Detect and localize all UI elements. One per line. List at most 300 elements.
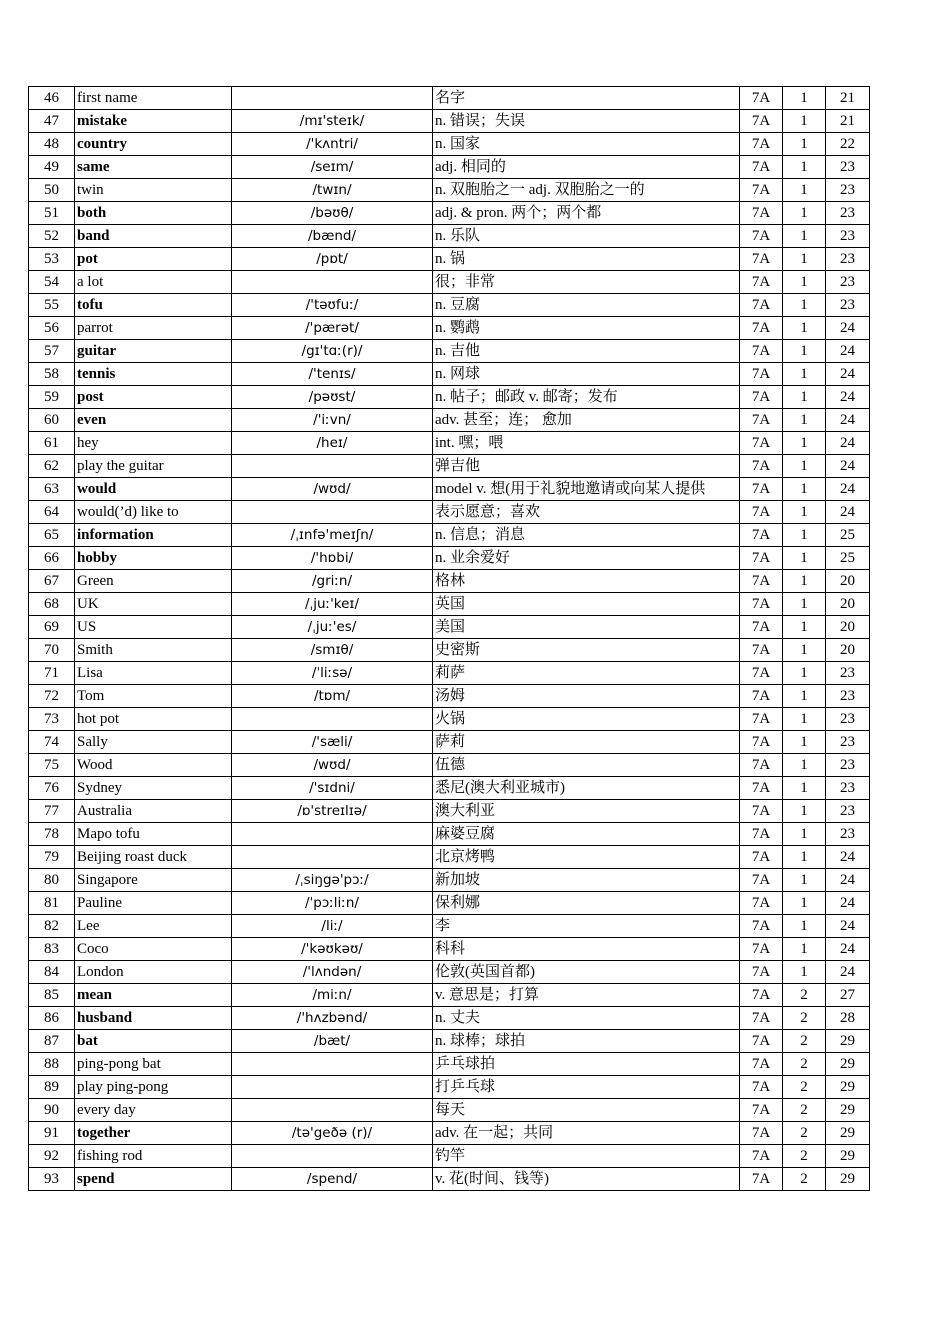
meaning-cell: 萨莉 [433, 731, 740, 754]
table-row [29, 616, 870, 639]
table-row [29, 662, 870, 685]
book-cell: 7A [740, 501, 783, 524]
phonetic-cell [232, 708, 433, 731]
book-cell: 7A [740, 869, 783, 892]
row-number: 83 [29, 938, 75, 961]
book-cell: 7A [740, 823, 783, 846]
word-cell: Beijing roast duck [75, 846, 232, 869]
meaning-cell: 史密斯 [433, 639, 740, 662]
row-number: 56 [29, 317, 75, 340]
page-cell: 23 [826, 708, 870, 731]
word-cell: Lee [75, 915, 232, 938]
unit-cell: 1 [783, 731, 826, 754]
page-cell: 20 [826, 593, 870, 616]
row-number: 73 [29, 708, 75, 731]
meaning-cell: 伦敦(英国首都) [433, 961, 740, 984]
page-cell: 23 [826, 202, 870, 225]
book-cell: 7A [740, 340, 783, 363]
unit-cell: 1 [783, 501, 826, 524]
page-cell: 23 [826, 800, 870, 823]
page-cell: 20 [826, 639, 870, 662]
page-cell: 23 [826, 225, 870, 248]
book-cell: 7A [740, 363, 783, 386]
unit-cell: 2 [783, 1053, 826, 1076]
word-cell: play ping-pong [75, 1076, 232, 1099]
word-cell: spend [75, 1168, 232, 1191]
book-cell: 7A [740, 915, 783, 938]
word-cell: first name [75, 87, 232, 110]
meaning-cell: adj. 相同的 [433, 156, 740, 179]
table-row [29, 110, 870, 133]
word-cell: tennis [75, 363, 232, 386]
table-row [29, 846, 870, 869]
book-cell: 7A [740, 294, 783, 317]
page-cell: 24 [826, 478, 870, 501]
table-row [29, 547, 870, 570]
page-cell: 23 [826, 179, 870, 202]
page-cell: 23 [826, 662, 870, 685]
page-cell: 23 [826, 731, 870, 754]
row-number: 54 [29, 271, 75, 294]
book-cell: 7A [740, 800, 783, 823]
page-cell: 23 [826, 777, 870, 800]
meaning-cell: 莉萨 [433, 662, 740, 685]
page-cell: 24 [826, 961, 870, 984]
phonetic-cell: /'kəʊkəʊ/ [232, 938, 433, 961]
page-cell: 24 [826, 455, 870, 478]
word-cell: London [75, 961, 232, 984]
page-cell: 21 [826, 87, 870, 110]
row-number: 57 [29, 340, 75, 363]
meaning-cell: int. 嘿；喂 [433, 432, 740, 455]
phonetic-cell: /'sæli/ [232, 731, 433, 754]
unit-cell: 1 [783, 409, 826, 432]
phonetic-cell [232, 455, 433, 478]
phonetic-cell: /heɪ/ [232, 432, 433, 455]
table-row [29, 1145, 870, 1168]
phonetic-cell: /ˌɪnfə'meɪʃn/ [232, 524, 433, 547]
unit-cell: 1 [783, 754, 826, 777]
book-cell: 7A [740, 409, 783, 432]
unit-cell: 1 [783, 478, 826, 501]
page-cell: 24 [826, 892, 870, 915]
phonetic-cell: /bəʊθ/ [232, 202, 433, 225]
word-cell: mean [75, 984, 232, 1007]
phonetic-cell [232, 823, 433, 846]
meaning-cell: adv. 甚至；连； 愈加 [433, 409, 740, 432]
page-cell: 29 [826, 1099, 870, 1122]
word-cell: fishing rod [75, 1145, 232, 1168]
unit-cell: 1 [783, 340, 826, 363]
word-cell: US [75, 616, 232, 639]
row-number: 92 [29, 1145, 75, 1168]
unit-cell: 2 [783, 1076, 826, 1099]
meaning-cell: n. 网球 [433, 363, 740, 386]
meaning-cell: n. 丈夫 [433, 1007, 740, 1030]
meaning-cell: n. 鹦鹉 [433, 317, 740, 340]
table-row [29, 961, 870, 984]
vocabulary-table-body [29, 87, 870, 1191]
unit-cell: 1 [783, 639, 826, 662]
word-cell: both [75, 202, 232, 225]
word-cell: Green [75, 570, 232, 593]
row-number: 62 [29, 455, 75, 478]
row-number: 63 [29, 478, 75, 501]
book-cell: 7A [740, 570, 783, 593]
table-row [29, 1122, 870, 1145]
phonetic-cell: /'lʌndən/ [232, 961, 433, 984]
meaning-cell: n. 帖子；邮政 v. 邮寄；发布 [433, 386, 740, 409]
row-number: 79 [29, 846, 75, 869]
table-row [29, 1007, 870, 1030]
table-row [29, 501, 870, 524]
row-number: 55 [29, 294, 75, 317]
page-cell: 23 [826, 754, 870, 777]
table-row [29, 915, 870, 938]
word-cell: Australia [75, 800, 232, 823]
book-cell: 7A [740, 708, 783, 731]
row-number: 91 [29, 1122, 75, 1145]
meaning-cell: v. 花(时间、钱等) [433, 1168, 740, 1191]
phonetic-cell: /ˈpɔːliːn/ [232, 892, 433, 915]
meaning-cell: n. 双胞胎之一 adj. 双胞胎之一的 [433, 179, 740, 202]
page-cell: 22 [826, 133, 870, 156]
word-cell: Tom [75, 685, 232, 708]
page-cell: 24 [826, 869, 870, 892]
phonetic-cell: /mɪ'steɪk/ [232, 110, 433, 133]
row-number: 80 [29, 869, 75, 892]
unit-cell: 1 [783, 271, 826, 294]
book-cell: 7A [740, 777, 783, 800]
row-number: 76 [29, 777, 75, 800]
page-cell: 24 [826, 501, 870, 524]
table-row [29, 685, 870, 708]
meaning-cell: 新加坡 [433, 869, 740, 892]
page-cell: 21 [826, 110, 870, 133]
unit-cell: 2 [783, 1168, 826, 1191]
phonetic-cell: /'təʊfuː/ [232, 294, 433, 317]
meaning-cell: n. 锅 [433, 248, 740, 271]
phonetic-cell: /'pærət/ [232, 317, 433, 340]
row-number: 47 [29, 110, 75, 133]
row-number: 81 [29, 892, 75, 915]
table-row [29, 1030, 870, 1053]
book-cell: 7A [740, 455, 783, 478]
book-cell: 7A [740, 984, 783, 1007]
phonetic-cell [232, 501, 433, 524]
table-row [29, 800, 870, 823]
unit-cell: 1 [783, 892, 826, 915]
phonetic-cell: /ɒ'streɪlɪə/ [232, 800, 433, 823]
meaning-cell: 保利娜 [433, 892, 740, 915]
page-cell: 24 [826, 915, 870, 938]
book-cell: 7A [740, 961, 783, 984]
page-cell: 20 [826, 570, 870, 593]
book-cell: 7A [740, 754, 783, 777]
meaning-cell: 名字 [433, 87, 740, 110]
page-cell: 29 [826, 1076, 870, 1099]
phonetic-cell: /'hʌzbənd/ [232, 1007, 433, 1030]
table-row [29, 754, 870, 777]
word-cell: bat [75, 1030, 232, 1053]
table-row [29, 938, 870, 961]
meaning-cell: v. 意思是；打算 [433, 984, 740, 1007]
unit-cell: 2 [783, 1145, 826, 1168]
book-cell: 7A [740, 248, 783, 271]
book-cell: 7A [740, 225, 783, 248]
table-row [29, 317, 870, 340]
page-cell: 29 [826, 1030, 870, 1053]
meaning-cell: 表示愿意；喜欢 [433, 501, 740, 524]
book-cell: 7A [740, 133, 783, 156]
page-cell: 24 [826, 317, 870, 340]
meaning-cell: 很；非常 [433, 271, 740, 294]
phonetic-cell [232, 87, 433, 110]
row-number: 75 [29, 754, 75, 777]
word-cell: every day [75, 1099, 232, 1122]
table-row [29, 731, 870, 754]
phonetic-cell: /ˈliːsə/ [232, 662, 433, 685]
row-number: 88 [29, 1053, 75, 1076]
unit-cell: 2 [783, 1099, 826, 1122]
page-cell: 23 [826, 294, 870, 317]
page-cell: 23 [826, 156, 870, 179]
table-row [29, 984, 870, 1007]
word-cell: hobby [75, 547, 232, 570]
meaning-cell: adv. 在一起；共同 [433, 1122, 740, 1145]
phonetic-cell [232, 1099, 433, 1122]
table-row [29, 455, 870, 478]
phonetic-cell: /liː/ [232, 915, 433, 938]
word-cell: Sydney [75, 777, 232, 800]
phonetic-cell: /'tenɪs/ [232, 363, 433, 386]
row-number: 89 [29, 1076, 75, 1099]
book-cell: 7A [740, 1030, 783, 1053]
table-row [29, 1076, 870, 1099]
meaning-cell: 李 [433, 915, 740, 938]
row-number: 77 [29, 800, 75, 823]
word-cell: hot pot [75, 708, 232, 731]
unit-cell: 1 [783, 386, 826, 409]
table-row [29, 1099, 870, 1122]
unit-cell: 2 [783, 1007, 826, 1030]
row-number: 59 [29, 386, 75, 409]
phonetic-cell: /'hɒbi/ [232, 547, 433, 570]
page-cell: 23 [826, 823, 870, 846]
table-row [29, 1053, 870, 1076]
row-number: 72 [29, 685, 75, 708]
word-cell: even [75, 409, 232, 432]
row-number: 71 [29, 662, 75, 685]
book-cell: 7A [740, 662, 783, 685]
book-cell: 7A [740, 938, 783, 961]
phonetic-cell: /seɪm/ [232, 156, 433, 179]
row-number: 66 [29, 547, 75, 570]
unit-cell: 1 [783, 800, 826, 823]
row-number: 86 [29, 1007, 75, 1030]
table-row [29, 639, 870, 662]
page-cell: 24 [826, 363, 870, 386]
word-cell: Coco [75, 938, 232, 961]
table-row [29, 202, 870, 225]
meaning-cell: n. 豆腐 [433, 294, 740, 317]
meaning-cell: 麻婆豆腐 [433, 823, 740, 846]
page-cell: 29 [826, 1053, 870, 1076]
unit-cell: 1 [783, 248, 826, 271]
book-cell: 7A [740, 1053, 783, 1076]
word-cell: Lisa [75, 662, 232, 685]
table-row [29, 179, 870, 202]
table-row [29, 386, 870, 409]
phonetic-cell: /wʊd/ [232, 478, 433, 501]
unit-cell: 1 [783, 156, 826, 179]
table-row [29, 87, 870, 110]
word-cell: Pauline [75, 892, 232, 915]
unit-cell: 1 [783, 432, 826, 455]
book-cell: 7A [740, 317, 783, 340]
meaning-cell: 美国 [433, 616, 740, 639]
page-cell: 24 [826, 938, 870, 961]
table-row [29, 524, 870, 547]
meaning-cell: 打乒乓球 [433, 1076, 740, 1099]
phonetic-cell: /pɒt/ [232, 248, 433, 271]
row-number: 84 [29, 961, 75, 984]
word-cell: tofu [75, 294, 232, 317]
unit-cell: 1 [783, 685, 826, 708]
row-number: 69 [29, 616, 75, 639]
page-cell: 24 [826, 340, 870, 363]
table-row [29, 892, 870, 915]
table-row [29, 570, 870, 593]
unit-cell: 1 [783, 915, 826, 938]
word-cell: same [75, 156, 232, 179]
unit-cell: 1 [783, 593, 826, 616]
row-number: 53 [29, 248, 75, 271]
phonetic-cell: /gɪ'tɑː(r)/ [232, 340, 433, 363]
meaning-cell: 澳大利亚 [433, 800, 740, 823]
unit-cell: 1 [783, 616, 826, 639]
word-cell: twin [75, 179, 232, 202]
unit-cell: 1 [783, 225, 826, 248]
word-cell: Mapo tofu [75, 823, 232, 846]
meaning-cell: 火锅 [433, 708, 740, 731]
table-row [29, 593, 870, 616]
unit-cell: 1 [783, 846, 826, 869]
page-cell: 28 [826, 1007, 870, 1030]
unit-cell: 1 [783, 294, 826, 317]
page-cell: 24 [826, 386, 870, 409]
word-cell: information [75, 524, 232, 547]
word-cell: post [75, 386, 232, 409]
meaning-cell: 乒乓球拍 [433, 1053, 740, 1076]
table-row [29, 225, 870, 248]
unit-cell: 1 [783, 777, 826, 800]
phonetic-cell: /smɪθ/ [232, 639, 433, 662]
unit-cell: 1 [783, 110, 826, 133]
table-row [29, 340, 870, 363]
book-cell: 7A [740, 1099, 783, 1122]
meaning-cell: n. 国家 [433, 133, 740, 156]
phonetic-cell: /twɪn/ [232, 179, 433, 202]
phonetic-cell: /spend/ [232, 1168, 433, 1191]
table-row [29, 409, 870, 432]
unit-cell: 1 [783, 708, 826, 731]
page-cell: 24 [826, 432, 870, 455]
word-cell: band [75, 225, 232, 248]
book-cell: 7A [740, 386, 783, 409]
row-number: 46 [29, 87, 75, 110]
word-cell: Wood [75, 754, 232, 777]
page-cell: 25 [826, 547, 870, 570]
phonetic-cell [232, 271, 433, 294]
row-number: 74 [29, 731, 75, 754]
meaning-cell: 科科 [433, 938, 740, 961]
book-cell: 7A [740, 1145, 783, 1168]
word-cell: play the guitar [75, 455, 232, 478]
word-cell: Sally [75, 731, 232, 754]
meaning-cell: 悉尼(澳大利亚城市) [433, 777, 740, 800]
word-cell: Smith [75, 639, 232, 662]
word-cell: Singapore [75, 869, 232, 892]
word-cell: would [75, 478, 232, 501]
book-cell: 7A [740, 731, 783, 754]
vocabulary-table [28, 86, 870, 1191]
phonetic-cell [232, 846, 433, 869]
meaning-cell: n. 信息；消息 [433, 524, 740, 547]
word-cell: husband [75, 1007, 232, 1030]
phonetic-cell: /tɒm/ [232, 685, 433, 708]
row-number: 78 [29, 823, 75, 846]
unit-cell: 1 [783, 570, 826, 593]
meaning-cell: 北京烤鸭 [433, 846, 740, 869]
word-cell: ping-pong bat [75, 1053, 232, 1076]
phonetic-cell [232, 1053, 433, 1076]
phonetic-cell: /ˌsiŋgə'pɔː/ [232, 869, 433, 892]
table-row [29, 133, 870, 156]
phonetic-cell: /griːn/ [232, 570, 433, 593]
row-number: 64 [29, 501, 75, 524]
page-cell: 29 [826, 1145, 870, 1168]
unit-cell: 1 [783, 938, 826, 961]
book-cell: 7A [740, 1007, 783, 1030]
meaning-cell: 弹吉他 [433, 455, 740, 478]
row-number: 48 [29, 133, 75, 156]
word-cell: would(’d) like to [75, 501, 232, 524]
book-cell: 7A [740, 1168, 783, 1191]
row-number: 49 [29, 156, 75, 179]
book-cell: 7A [740, 524, 783, 547]
row-number: 68 [29, 593, 75, 616]
table-row [29, 777, 870, 800]
row-number: 65 [29, 524, 75, 547]
meaning-cell: 钓竿 [433, 1145, 740, 1168]
book-cell: 7A [740, 87, 783, 110]
book-cell: 7A [740, 846, 783, 869]
book-cell: 7A [740, 156, 783, 179]
book-cell: 7A [740, 432, 783, 455]
table-row [29, 363, 870, 386]
book-cell: 7A [740, 179, 783, 202]
unit-cell: 1 [783, 202, 826, 225]
unit-cell: 1 [783, 524, 826, 547]
unit-cell: 2 [783, 1122, 826, 1145]
row-number: 58 [29, 363, 75, 386]
book-cell: 7A [740, 1076, 783, 1099]
phonetic-cell [232, 1076, 433, 1099]
book-cell: 7A [740, 616, 783, 639]
word-cell: pot [75, 248, 232, 271]
unit-cell: 1 [783, 823, 826, 846]
